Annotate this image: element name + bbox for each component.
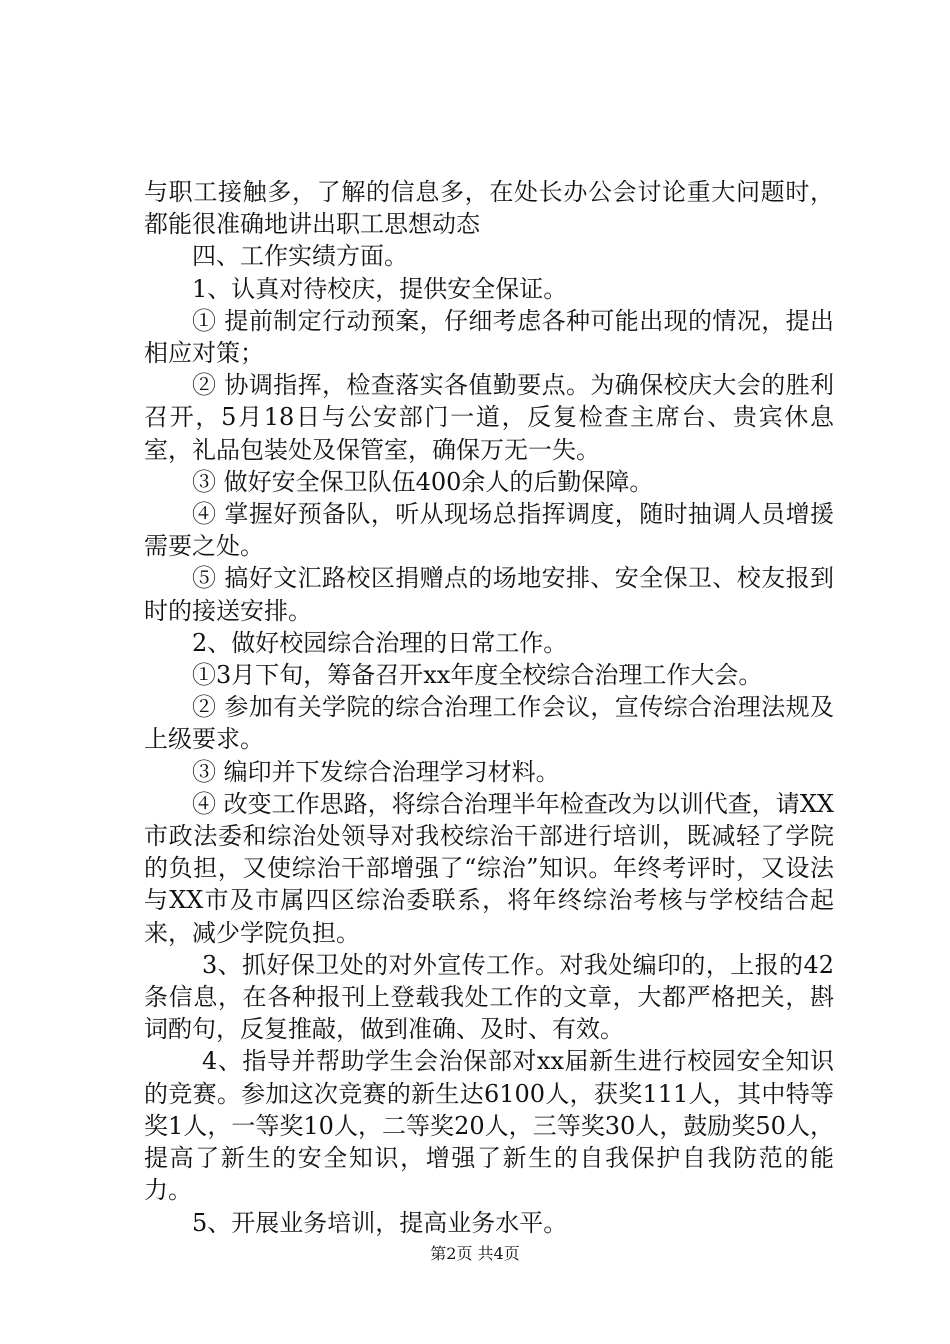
paragraph-continuation: 与职工接触多，了解的信息多，在处长办公会讨论重大问题时，都能很准确地讲出职工思想动态 xyxy=(144,178,834,239)
sub-item-paragraph: ⑤ 搞好文汇路校区捐赠点的场地安排、安全保卫、校友报到时的接送安排。 xyxy=(144,564,834,625)
page-number-footer: 第2页 共4页 xyxy=(430,1244,520,1263)
sub-item-paragraph: ④ 改变工作思路，将综合治理半年检查改为以训代查，请XX市政法委和综治处领导对我校综治干部进行培训，既减轻了学院的负担，又使综治干部增强了“综治”知识。年终考评时，又设法与XX市及市属四区综治委联系，将年终综治考核与学校结合起来，减少学院负担。 xyxy=(144,789,834,947)
item-paragraph-safety-contest: 4、指导并帮助学生会治保部对xx届新生进行校园安全知识的竞赛。参加这次竞赛的新生达6100人，获奖111人，其中特等奖1人，一等奖10人，二等奖20人，三等奖30人，鼓励奖50人，提高了新生的安全知识，增强了新生的自我保护自我防范的能力。 xyxy=(144,1047,834,1205)
document-body xyxy=(144,176,834,1239)
section-heading-work-results: 四、工作实绩方面。 xyxy=(192,242,408,271)
sub-item-paragraph: ③ 做好安全保卫队伍400余人的后勤保障。 xyxy=(192,467,654,496)
sub-item-paragraph: ② 协调指挥，检查落实各值勤要点。为确保校庆大会的胜利召开，5月18日与公安部门一道，反复检查主席台、贵宾休息室，礼品包装处及保管室，确保万无一失。 xyxy=(144,371,834,464)
sub-item-paragraph: ② 参加有关学院的综合治理工作会议，宣传综合治理法规及上级要求。 xyxy=(144,693,834,754)
sub-item-paragraph: ③ 编印并下发综合治理学习材料。 xyxy=(192,757,560,786)
sub-item-paragraph: ①3月下旬，筹备召开xx年度全校综合治理工作大会。 xyxy=(192,661,763,690)
item-paragraph-publicity: 3、抓好保卫处的对外宣传工作。对我处编印的，上报的42条信息，在各种报刊上登载我处工作的文章，大都严格把关，斟词酌句，反复推敲，做到准确、及时、有效。 xyxy=(144,950,834,1044)
sub-item-paragraph: ④ 掌握好预备队，听从现场总指挥调度，随时抽调人员增援需要之处。 xyxy=(144,500,834,561)
item-heading-comprehensive-governance: 2、做好校园综合治理的日常工作。 xyxy=(192,628,568,657)
sub-item-paragraph: ① 提前制定行动预案，仔细考虑各种可能出现的情况，提出相应对策； xyxy=(144,306,834,368)
item-heading-school-anniversary: 1、认真对待校庆，提供安全保证。 xyxy=(192,274,568,303)
item-paragraph-training: 5、开展业务培训，提高业务水平。 xyxy=(192,1208,568,1237)
